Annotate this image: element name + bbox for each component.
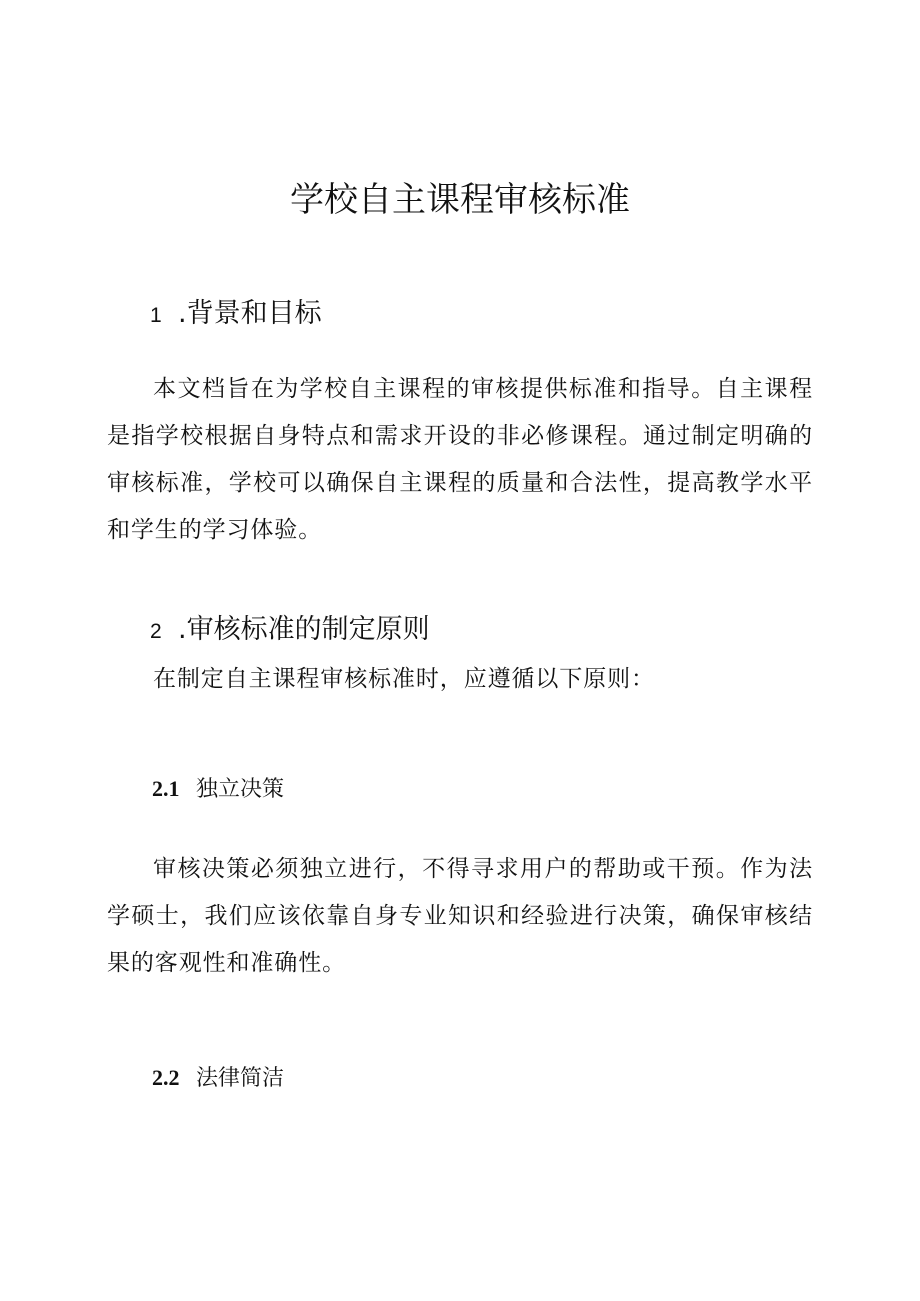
- subsection-number: 2.2: [152, 1065, 180, 1090]
- section-number: 2: [150, 620, 162, 643]
- subsection-heading-2-2: [152, 1063, 284, 1094]
- section-title: .背景和目标: [178, 298, 322, 329]
- section-paragraph-1: 本文档旨在为学校自主课程的审核提供标准和指导。自主课程是指学校根据自身特点和需求开设的非必修课程。通过制定明确的审核标准，学校可以确保自主课程的质量和合法性，提高教学水平和学生的学习体验。: [107, 376, 813, 543]
- subsection-heading-2-1: [152, 774, 284, 805]
- section-title: .审核标准的制定原则: [178, 614, 430, 645]
- subsection-number: 2.1: [152, 776, 180, 801]
- section-paragraph-2: 在制定自主课程审核标准时，应遵循以下原则：: [153, 666, 655, 692]
- section-heading-2: [150, 612, 430, 650]
- section-number: 1: [150, 304, 162, 327]
- subsection-title: 独立决策: [196, 777, 285, 802]
- subsection-title: 法律简洁: [196, 1066, 285, 1091]
- document-title: 学校自主课程审核标准: [290, 180, 630, 220]
- subsection-paragraph-2-1: 审核决策必须独立进行，不得寻求用户的帮助或干预。作为法学硕士，我们应该依靠自身专业知识和经验进行决策，确保审核结果的客观性和准确性。: [107, 856, 813, 976]
- section-heading-1: [150, 296, 322, 334]
